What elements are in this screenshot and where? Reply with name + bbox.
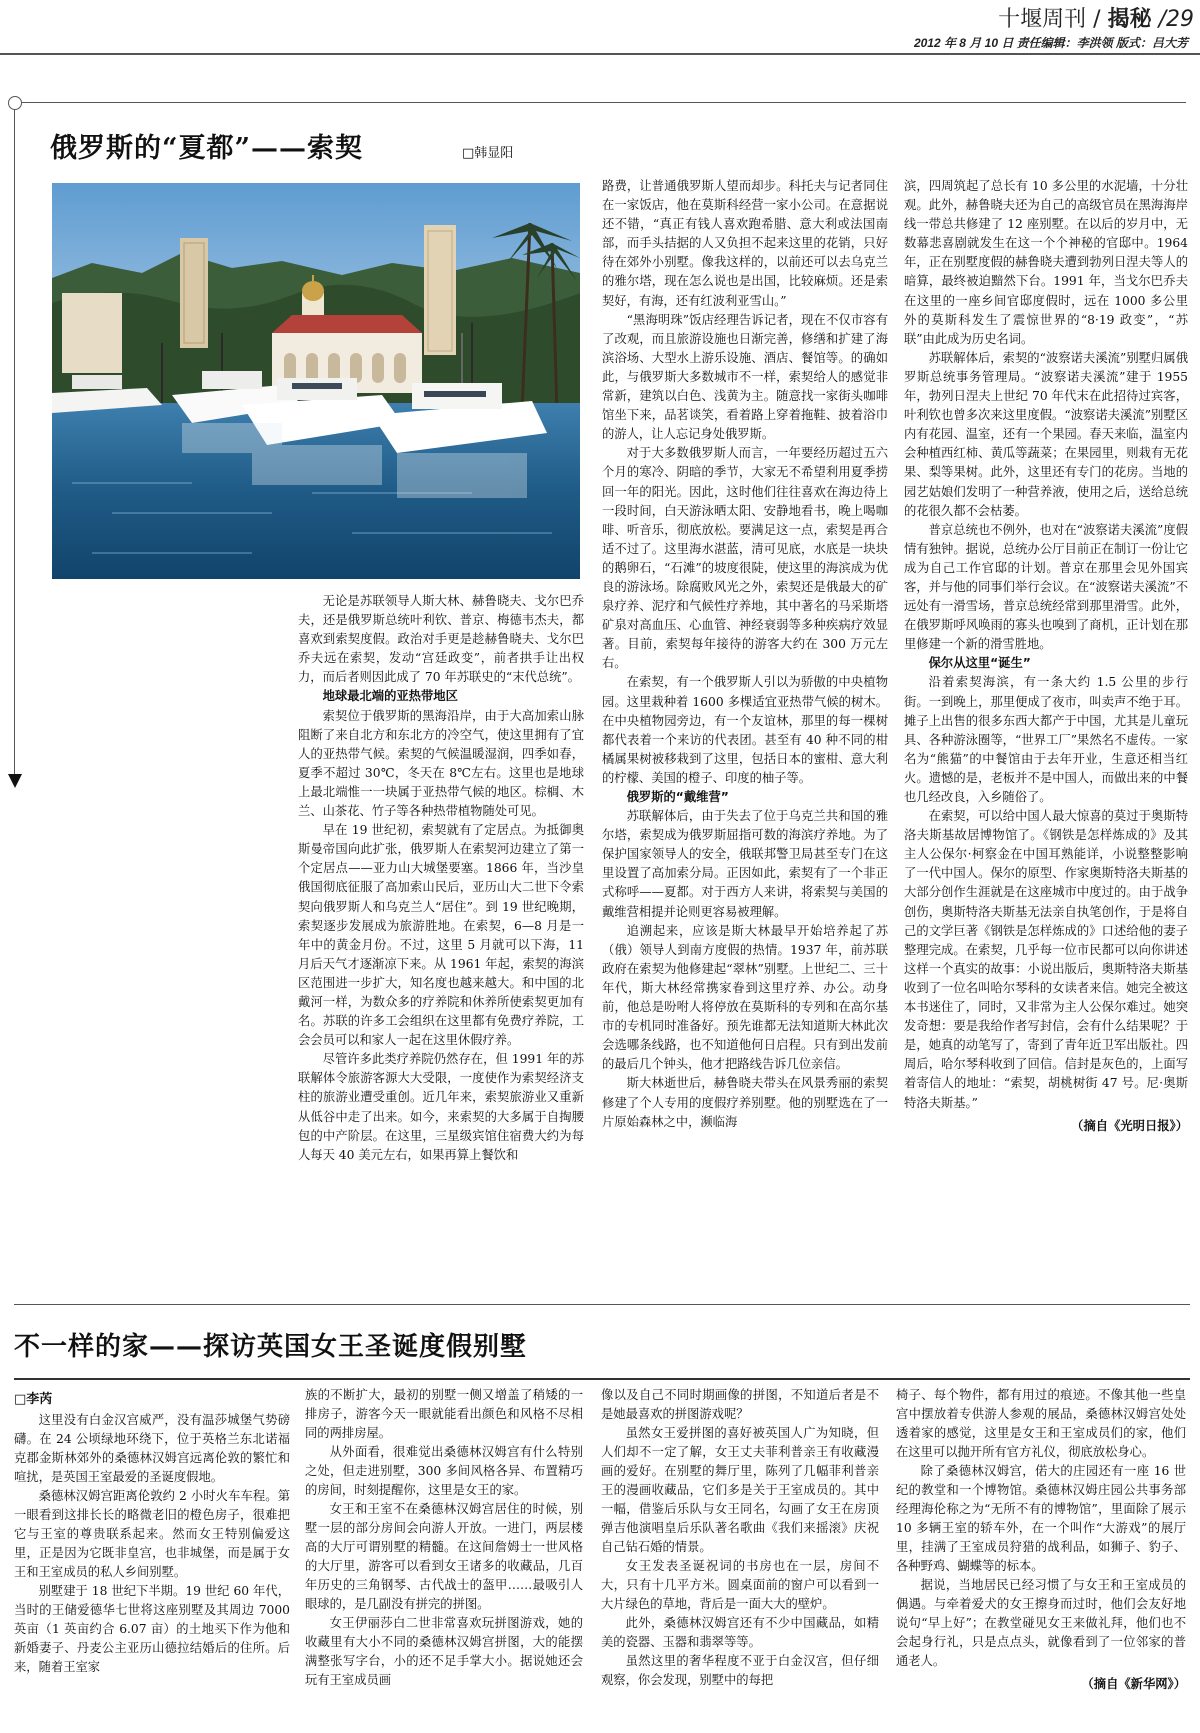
paragraph: 无论是苏联领导人斯大林、赫鲁晓夫、戈尔巴乔夫，还是俄罗斯总统叶利钦、普京、梅德韦杰夫，都喜欢到索契度假。政治对手更是趁赫鲁晓夫、戈尔巴乔夫远在索契，发动“宫廷政变”，前者拱手让出权力，而后者则因此成了 70 年苏联史的“末代总统”。 bbox=[298, 594, 584, 685]
paragraph: 索契位于俄罗斯的黑海沿岸，由于大高加索山脉阻断了来自北方和东北方的冷空气，使这里拥有了宜人的亚热带气候。索契的气候温暖湿润，四季如春，夏季不超过 30℃，冬天在 8℃左右。这里也是地球上最北端惟一一块属于亚热带气候的地区。棕榈、木兰、山茶花、竹子等各种热带植物随处可见。 bbox=[298, 708, 584, 819]
source-credit: （摘自《光明日报》） bbox=[1071, 1118, 1188, 1133]
paragraph: 虽然女王爱拼图的喜好被英国人广为知晓，但人们却不一定了解，女王丈夫菲利普亲王有收藏漫画的爱好。在别墅的舞厅里，陈列了几幅菲利普亲王的漫画收藏品，它们多是关于王室成员的。其中一幅，借鉴后乐队与女王同名，勾画了女王在房顶弹吉他演唱皇后乐队著名歌曲《我们来摇滚》庆祝自己钻石婚的情景。 bbox=[601, 1426, 879, 1554]
paragraph: 普京总统也不例外，也对在“波察诺夫溪流”度假情有独钟。据说，总统办公厅目前正在制订一份让它成为自己工作官邸的计划。普京在那里会见外国宾客，并与他的同事们举行会议。在“波察诺夫溪流”不远处有一滑雪场，普京总统经常到那里滑雪。此外，在俄罗斯呼风唤雨的寡头也嗅到了商机，正计划在那里修建一个新的滑雪胜地。 bbox=[904, 522, 1188, 652]
paragraph: 椅子、每个物件，都有用过的痕迹。不像其他一些皇宫中摆放着专供游人参观的展品，桑德林汉姆宫处处透着家的感觉，这里是女王和王室成员们的家，他们在这里可以抛开所有官方礼仪，彻底放松身心。 bbox=[896, 1388, 1186, 1459]
paragraph: 虽然这里的奢华程度不亚于白金汉宫，但仔细观察，你会发现，别墅中的每把 bbox=[601, 1654, 879, 1687]
source-credit: （摘自《新华网》） bbox=[1081, 1677, 1186, 1691]
paragraph: “黑海明珠”饭店经理告诉记者，现在不仅市容有了改观，而且旅游设施也日渐完善，修缮和扩建了海滨浴场、大型水上游乐设施、酒店、餐馆等。的确如此，与俄罗斯大多数城市不一样，索契给人的感觉非常新，建筑以白色、浅黄为主。随意找一家街头咖啡馆坐下来，品茗谈笑，看着路上穿着拖鞋、披着浴巾的游人，让人忘记身处俄罗斯。 bbox=[602, 312, 888, 442]
paragraph: 在索契，可以给中国人最大惊喜的莫过于奥斯特洛夫斯基故居博物馆了。《钢铁是怎样炼成的》及其主人公保尔·柯察金在中国耳熟能详，小说整整影响了一代中国人。保尔的原型、作家奥斯特洛夫斯基的大部分创作生涯就是在这座城市中度过的。由于战争创伤，奥斯特洛夫斯基无法亲自执笔创作，于是将自己的文学巨著《钢铁是怎样炼成的》口述给他的妻子整理完成。在索契，几乎每一位市民都可以向你讲述这样一个真实的故事：小说出版后，奥斯特洛夫斯基收到了一位名叫哈尔琴科的女读者来信。她完全被这本书迷住了，同时，又非常为主人公保尔难过。她突发奇想：要是我给作者写封信，会有什么结果呢？于是，她真的动笔写了，寄到了青年近卫军出版社。四周后，哈尔琴科收到了回信。信封是灰色的，上面写着寄信人的地址：“索契，胡桃树街 47 号。尼·奥斯特洛夫斯基。” bbox=[904, 809, 1188, 1110]
paragraph: 除了桑德林汉姆宫，偌大的庄园还有一座 16 世纪的教堂和一个博物馆。桑德林汉姆庄园公共事务部经理海伦称之为“无所不有的博物馆”，里面除了展示 10 多辆王室的轿车外，在一个叫作“大游戏”的展厅里，挂满了王室成员狩猎的战利品，如狮子、豹子、各种野鸡、蝴蝶等的标本。 bbox=[896, 1464, 1186, 1573]
article2-byline: □李芮 bbox=[14, 1392, 53, 1407]
paragraph: 女王伊丽莎白二世非常喜欢玩拼图游戏，她的收藏里有大小不同的桑德林汉姆宫拼图，大的能摆满整张写字台，小的还不足手掌大小。据说她还会玩有王室成员画 bbox=[305, 1616, 583, 1687]
paragraph: 苏联解体后，由于失去了位于乌克兰共和国的雅尔塔，索契成为俄罗斯屈指可数的海滨疗养地。为了保护国家领导人的安全，俄联邦警卫局甚至专门在这里设置了高加索分局。正因如此，索契有了一个非正式称呼——夏都。对于西方人来讲，将索契与美国的戴维营相提并论则更容易被理解。 bbox=[602, 809, 888, 919]
article2-column-3 bbox=[601, 1386, 879, 1690]
paper-name: 十堰周刊 bbox=[998, 7, 1087, 32]
paragraph: 在索契，有一个俄罗斯人引以为骄傲的中央植物园。这里栽种着 1600 多棵适宜亚热带气候的树木。在中央植物园旁边，有一个友谊林，那里的每一棵树都代表着一个来访的代表团。甚至有 40 种不同的柑橘属果树被移栽到了这里，包括日本的蜜柑、意大利的柠檬、美国的橙子、印度的柚子等。 bbox=[602, 675, 888, 785]
paragraph: 桑德林汉姆宫距离伦敦约 2 小时火车车程。第一眼看到这排长长的略微老旧的橙色房子，很难把它与王室的尊贵联系起来。然而女王特别偏爱这里，正是因为它既非皇宫，也非城堡，而是属于女王和王室成员的私人乡间别墅。 bbox=[14, 1489, 290, 1579]
header-rule bbox=[0, 53, 1200, 55]
frame-left-line bbox=[14, 102, 15, 782]
date-line: 2012 年 8 月 10 日 责任编辑：李洪领 版式：吕大芳 bbox=[913, 36, 1188, 50]
paragraph: 从外面看，很难觉出桑德林汉姆宫有什么特别之处，但走进别墅，300 多间风格各异、布置精巧的房间，时刻提醒你，这里是女王的家。 bbox=[305, 1445, 583, 1497]
article-title: 俄罗斯的“夏都”——索契 bbox=[50, 133, 364, 164]
page-header: 十堰周刊 / 揭秘 /29 bbox=[998, 7, 1194, 32]
paragraph: 苏联解体后，索契的“波察诺夫溪流”别墅归属俄罗斯总统事务管理局。“波察诺夫溪流”建于 1955 年，勃列日涅夫上世纪 70 年代末在此招待过宾客，叶利钦也曾多次来这里度假。“波察诺夫溪流”别墅区内有花园、温室，还有一个果园。春天来临，温室内会种植西红柿、黄瓜等蔬菜；在果园里，则栽有无花果、梨等果树。此外，这里还有专门的花房。当地的园艺姑娘们发明了一种营养液，使用之后，送给总统的花很久都不会枯萎。 bbox=[904, 350, 1188, 518]
article-byline: □韩显阳 bbox=[462, 146, 514, 161]
article2-column-1 bbox=[14, 1411, 290, 1677]
paragraph: 族的不断扩大，最初的别墅一侧又增盖了稍矮的一排房子，游客今天一眼就能看出颜色和风格不尽相同的两排房屋。 bbox=[305, 1388, 583, 1440]
harbor-photo bbox=[52, 183, 580, 579]
paragraph: 滨，四周筑起了总长有 10 多公里的水泥墙，十分壮观。此外，赫鲁晓夫还为自己的高级官员在黑海海岸线一带总共修建了 12 座别墅。在以后的岁月中，无数幕悲喜剧就发生在这一个个神秘的官邸中。1964 年，正在别墅度假的赫鲁晓夫遭到勃列日涅夫等人的暗算，最终被迫黯然下台。1991 年，当戈尔巴乔夫在这里的一座乡间官邸度假时，远在 1000 多公里外的莫斯科发生了震惊世界的“8·19 政变”，“苏联”由此成为历史名词。 bbox=[904, 179, 1188, 346]
paragraph: 追溯起来，应该是斯大林最早开始培养起了苏（俄）领导人到南方度假的热情。1937 年，前苏联政府在索契为他修建起“翠林”别墅。上世纪二、三十年代，斯大林经常携家眷到这里疗养、办公。动身前，他总是吩咐人将停放在莫斯科的专列和在高尔基市的专机同时准备好。预先谁都无法知道斯大林此次会选哪条线路，也不知道他何日启程。只有到出发前的最后几个钟头，他才把路线告诉几位亲信。 bbox=[602, 923, 888, 1072]
article2-title: 不一样的家——探访英国女王圣诞度假别墅 bbox=[14, 1332, 528, 1362]
arrow-down-icon bbox=[8, 774, 22, 788]
subheading: 保尔从这里“诞生” bbox=[928, 656, 1031, 671]
paragraph: 女王发表圣诞祝词的书房也在一层，房间不大，只有十几平方米。圆桌面前的窗户可以看到一大片绿色的草地，背后是一面大大的壁炉。 bbox=[601, 1559, 879, 1611]
paragraph: 据说，当地居民已经习惯了与女王和王室成员的偶遇。与牵着爱犬的女王擦身而过时，他们会友好地说句“早上好”；在教堂碰见女王来做礼拜，他们也不会起身行礼，只是点点头，就像看到了一位邻家的普通老人。 bbox=[896, 1578, 1186, 1668]
article2-column-4 bbox=[896, 1386, 1186, 1694]
paragraph: 路费，让普通俄罗斯人望而却步。科托夫与记者同住在一家饭店，他在莫斯科经营一家小公司。在意据说还不错，“真正有钱人喜欢跑希腊、意大利或法国南部，而手头拮据的人又负担不起来这里的花销，只好待在郊外小别墅。像我这样的，以前还可以去乌克兰的雅尔塔，现在怎么说也是出国，比较麻烦。还是索契好，有海，还有红波利亚雪山。” bbox=[602, 179, 888, 308]
paragraph: 沿着索契海滨，有一条大约 1.5 公里的步行街。一到晚上，那里便成了夜市，叫卖声不绝于耳。摊子上出售的很多东西大都产于中国，尤其是儿童玩具、各种游泳圈等，“世界工厂”果然名不虚传。一家名为“熊猫”的中餐馆由于去年开业，生意还相当红火。遗憾的是，老板并不是中国人，而做出来的中餐也几经改良，入乡随俗了。 bbox=[904, 675, 1188, 804]
paragraph: 尽管许多此类疗养院仍然存在，但 1991 年的苏联解体令旅游客源大大受限，一度使作为索契经济支柱的旅游业遭受重创。近几年来，索契旅游业又重新从低谷中走了出来。如今，来索契的大多属于自掏腰包的中产阶层。在这里，三星级宾馆住宿费大约为每人每天 40 美元左右，如果再算上餐饮和 bbox=[298, 1052, 584, 1162]
section-name: 揭秘 bbox=[1107, 7, 1152, 32]
article1-column-3 bbox=[904, 177, 1188, 1136]
paragraph: 对于大多数俄罗斯人而言，一年要经历超过五六个月的寒冷、阴暗的季节，大家无不希望利用夏季捞回一年的阳光。因此，这时他们往往喜欢在海边待上一段时间，白天游泳晒太阳、安静地看书，晚上喝咖啡、听音乐，彻底放松。要满足这一点，索契是再合适不过了。这里海水湛蓝，清可见底，水底是一块块的鹅卵石，“石滩”的坡度很陡，使这里的海滨成为优良的游泳场。除腐败风光之外，索契还是俄最大的矿泉疗养、泥疗和气候性疗养地，其中著名的马采斯塔矿泉对高血压、心血管、神经衰弱等多种疾病疗效显著。目前，索契每年接待的游客大约在 300 万元左右。 bbox=[602, 446, 888, 671]
corner-circle-icon bbox=[8, 96, 22, 110]
paragraph: 像以及自己不同时期画像的拼图，不知道后者是不是她最喜欢的拼图游戏呢？ bbox=[601, 1388, 879, 1421]
article2-column-2 bbox=[305, 1386, 583, 1690]
paragraph: 女王和王室不在桑德林汉姆宫居住的时候，别墅一层的部分房间会向游人开放。一进门，两层楼高的大厅可谓别墅的精髓。在这间詹姆士一世风格的大厅里，游客可以看到女王诸多的收藏品，几百年历史的三角钢琴、古代战士的盔甲……最吸引人眼球的，是几副没有拼完的拼图。 bbox=[305, 1502, 583, 1611]
article1-column-2 bbox=[602, 177, 888, 1132]
paragraph: 别墅建于 18 世纪下半期。19 世纪 60 年代，当时的王储爱德华七世将这座别墅及其周边 7000 英亩（1 英亩约合 6.07 亩）的土地买下作为他和新婚妻子、丹麦公主亚历山德拉结婚后的住所。后来，随着王室家 bbox=[14, 1584, 290, 1674]
paragraph: 此外，桑德林汉姆宫还有不少中国藏品，如精美的瓷器、玉器和翡翠等等。 bbox=[601, 1616, 879, 1649]
paragraph: 斯大林逝世后，赫鲁晓夫带头在风景秀丽的索契修建了个人专用的度假疗养别墅。他的别墅选在了一片原始森林之中，濒临海 bbox=[602, 1076, 888, 1129]
paragraph: 这里没有白金汉宫威严，没有温莎城堡气势磅礴。在 24 公顷绿地环绕下，位于英格兰东北诺福克郡金斯林郊外的桑德林汉姆宫远离伦敦的繁忙和喧扰，是英国王室最爱的圣诞度假地。 bbox=[14, 1413, 290, 1484]
article1-column-1 bbox=[298, 592, 584, 1165]
subheading: 地球最北端的亚热带地区 bbox=[322, 689, 458, 704]
subheading: 俄罗斯的“戴维营” bbox=[626, 790, 729, 804]
article-divider bbox=[14, 1304, 1190, 1305]
paragraph: 早在 19 世纪初，索契就有了定居点。为抵御奥斯曼帝国向此扩张，俄罗斯人在索契河边建立了第一个定居点——亚力山大城堡要塞。1866 年，当沙皇俄国彻底征服了高加索山民后，亚历山大二世下令索契向俄罗斯人和乌克兰人“居住”。到 19 世纪晚期，索契逐步发展成为旅游胜地。在索契，6—8 月是一年中的黄金月份。不过，这里 5 月就可以下海，11 月后天气才逐渐凉下来。从 1961 年起，索契的海滨区范围进一步扩大，知名度也越来越大。和中国的北戴河一样，为数众多的疗养院和休养所使索契更加有名。苏联的许多工会组织在这里都有免费疗养院，工会会员可以和家人一起在这里休假疗养。 bbox=[298, 823, 584, 1048]
article2-title-rule bbox=[14, 1378, 1190, 1380]
page-number: /29 bbox=[1158, 7, 1194, 32]
